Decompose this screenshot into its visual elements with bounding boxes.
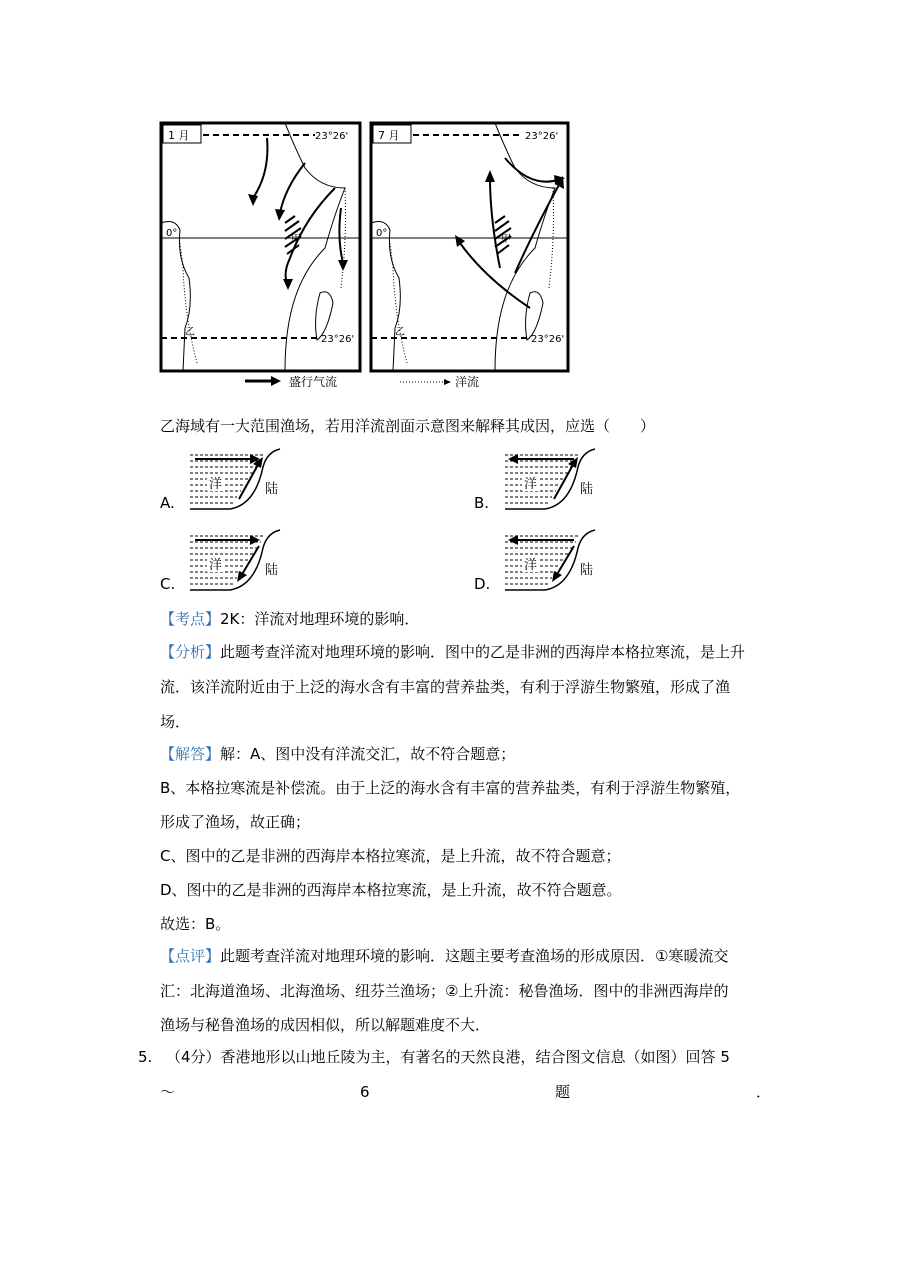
option-d-land: 陆 bbox=[580, 563, 594, 578]
option-b-letter[interactable]: B. bbox=[474, 494, 490, 512]
legend-wind-label: 盛行气流 bbox=[289, 375, 338, 389]
map-january bbox=[161, 123, 360, 371]
lat-south-jul: 23°26' bbox=[531, 334, 565, 345]
option-d-ocean: 洋 bbox=[524, 558, 538, 573]
option-a-land: 陆 bbox=[265, 482, 279, 497]
option-c-ocean: 洋 bbox=[209, 558, 223, 573]
option-d-diagram[interactable] bbox=[500, 528, 600, 598]
marker-jia-jan: 甲 bbox=[291, 234, 301, 245]
question-stem: 乙海域有一大范围渔场，若用洋流剖面示意图来解释其成因，应选（ ） bbox=[160, 417, 656, 435]
lat-south-jan: 23°26' bbox=[321, 334, 355, 345]
fenxi-line-3: 场． bbox=[160, 713, 191, 731]
option-c-land: 陆 bbox=[265, 563, 279, 578]
jieda-line-1 bbox=[160, 743, 515, 765]
kaodian-text: 2K：洋流对地理环境的影响． bbox=[220, 610, 420, 628]
map-legend bbox=[245, 374, 479, 389]
q5-line-1: （4分）香港地形以山地丘陵为主，有著名的天然良港，结合图文信息（如图）回答 5 bbox=[166, 1048, 730, 1066]
map-july bbox=[371, 123, 568, 371]
marker-jia-jul: 甲 bbox=[501, 234, 511, 245]
option-b-diagram[interactable] bbox=[500, 447, 600, 517]
option-a-diagram[interactable] bbox=[185, 447, 285, 517]
kaodian-line bbox=[160, 608, 419, 630]
option-a-ocean: 洋 bbox=[209, 477, 223, 492]
option-c-diagram[interactable] bbox=[185, 528, 285, 598]
jieda-line-3: 形成了渔场，故正确； bbox=[160, 813, 311, 831]
fenxi-text-1: 此题考查洋流对地理环境的影响．图中的乙是非洲的西海岸本格拉寒流，是上升 bbox=[220, 643, 746, 661]
q5-six: 6 bbox=[360, 1083, 370, 1101]
equator-jul: 0° bbox=[376, 228, 388, 239]
option-b-land: 陆 bbox=[580, 482, 594, 497]
lat-north-jan: 23°26' bbox=[315, 131, 349, 142]
dianping-tag: 【点评】 bbox=[160, 947, 221, 965]
q5-tilde: ～ bbox=[160, 1083, 176, 1101]
jieda-tag: 【解答】 bbox=[160, 745, 221, 763]
option-b-ocean: 洋 bbox=[524, 477, 538, 492]
map-jan-label: 1 月 bbox=[168, 129, 190, 142]
marker-yi-jan: 乙 bbox=[185, 327, 195, 338]
jieda-text-1: 解：A、图中没有洋流交汇，故不符合题意； bbox=[220, 745, 516, 763]
jieda-line-4: C、图中的乙是非洲的西海岸本格拉寒流，是上升流，故不符合题意； bbox=[160, 847, 621, 865]
dianping-line-1 bbox=[160, 945, 728, 967]
fenxi-line-2: 流．该洋流附近由于上泛的海水含有丰富的营养盐类，有利于浮游生物繁殖，形成了渔 bbox=[160, 678, 731, 696]
dianping-line-2: 汇：北海道渔场、北海渔场、纽芬兰渔场；②上升流：秘鲁渔场．图中的非洲西海岸的 bbox=[160, 982, 729, 1000]
q5-number: 5. bbox=[138, 1048, 153, 1066]
fenxi-tag: 【分析】 bbox=[160, 643, 221, 661]
option-b-svg bbox=[500, 447, 600, 513]
jieda-answer: 故选：B。 bbox=[160, 915, 231, 933]
option-a-letter[interactable]: A. bbox=[160, 494, 175, 512]
jieda-line-2: B、本格拉寒流是补偿流。由于上泛的海水含有丰富的营养盐类，有利于浮游生物繁殖， bbox=[160, 779, 741, 797]
equator-jan: 0° bbox=[166, 228, 178, 239]
option-d-letter[interactable]: D. bbox=[474, 575, 491, 593]
marker-yi-jul: 乙 bbox=[395, 327, 405, 338]
map-figure bbox=[155, 118, 575, 398]
fenxi-line-1 bbox=[160, 641, 745, 663]
map-figure-svg bbox=[155, 118, 575, 398]
dianping-text-1: 此题考查洋流对地理环境的影响．这题主要考查渔场的形成原因．①寒暖流交 bbox=[220, 947, 729, 965]
legend-current-label: 洋流 bbox=[455, 375, 480, 389]
option-a-svg bbox=[185, 447, 285, 513]
q5-ti: 题 bbox=[555, 1083, 571, 1101]
option-c-letter[interactable]: C. bbox=[160, 575, 176, 593]
jieda-line-5: D、图中的乙是非洲的西海岸本格拉寒流，是上升流，故不符合题意。 bbox=[160, 881, 622, 899]
option-d-svg bbox=[500, 528, 600, 594]
q5-dot: ． bbox=[756, 1083, 772, 1101]
lat-north-jul: 23°26' bbox=[525, 131, 559, 142]
map-jul-label: 7 月 bbox=[378, 129, 400, 142]
dianping-line-3: 渔场与秘鲁渔场的成因相似，所以解题难度不大． bbox=[160, 1016, 491, 1034]
option-c-svg bbox=[185, 528, 285, 594]
kaodian-tag: 【考点】 bbox=[160, 610, 221, 628]
